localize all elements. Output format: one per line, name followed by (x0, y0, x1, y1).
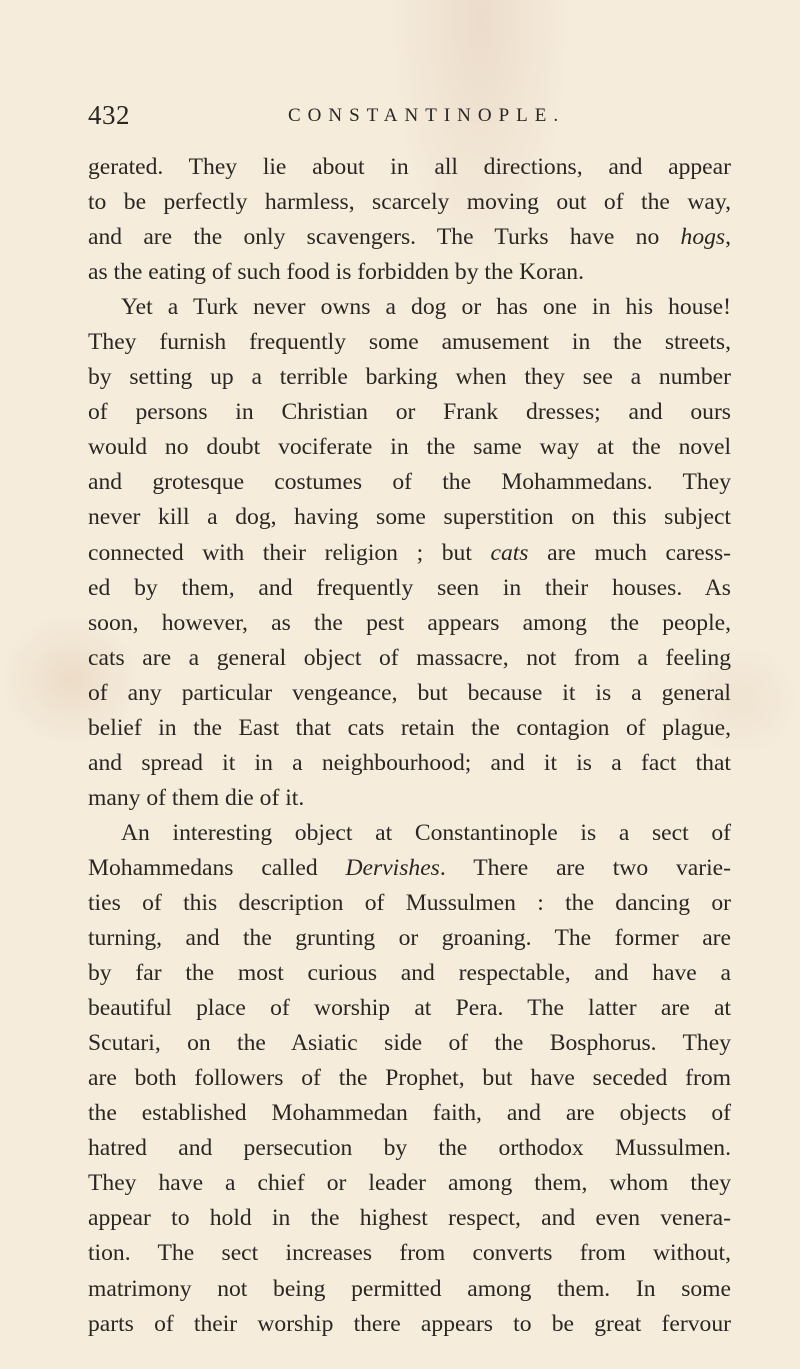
italic-word: hogs (680, 224, 726, 251)
text-segment: , (725, 224, 731, 251)
text-segment: connected with their religion ; but (88, 539, 491, 566)
italic-word: cats (490, 539, 529, 566)
text-line: the established Mohammedan faith, and are objects of (88, 1100, 731, 1127)
text-segment: Mohammedans called (88, 854, 346, 881)
text-line: Scutari, on the Asiatic side of the Bosphorus. They (88, 1030, 731, 1057)
text-line: They furnish frequently some amusement in the streets, (88, 329, 731, 356)
page-number: 432 (88, 100, 130, 130)
text-line (88, 536, 731, 571)
text-line: ties of this description of Mussulmen : the dancing or (88, 889, 731, 916)
text-line: tion. The sect increases from converts from without, (88, 1240, 731, 1267)
text-line: as the eating of such food is forbidden by the Koran. (88, 259, 584, 286)
text-line: of persons in Christian or Frank dresses; and ours (88, 399, 731, 426)
text-line: never kill a dog, having some superstition on this subject (88, 504, 731, 531)
text-line: appear to hold in the highest respect, and even venera- (88, 1205, 731, 1232)
text-line: hatred and persecution by the orthodox Mussulmen. (88, 1135, 731, 1162)
text-line: Yet a Turk never owns a dog or has one in his house! (121, 294, 731, 321)
running-head: CONSTANTINOPLE. (288, 105, 566, 126)
text-line: cats are a general object of massacre, not from a feeling (88, 644, 731, 671)
text-line: beautiful place of worship at Pera. The latter are at (88, 995, 731, 1022)
text-line: matrimony not being permitted among them. In some (88, 1275, 731, 1302)
text-line: They have a chief or leader among them, whom they (88, 1170, 731, 1197)
text-line: and spread it in a neighbourhood; and it is a fact that (88, 749, 731, 776)
text-line: would no doubt vociferate in the same way at the novel (88, 434, 731, 461)
text-line: of any particular vengeance, but because it is a general (88, 679, 731, 706)
text-line: many of them die of it. (88, 784, 305, 811)
text-line (88, 851, 731, 886)
text-line: An interesting object at Constantinople is a sect of (121, 819, 731, 846)
text-line: gerated. They lie about in all directions, and appear (88, 154, 731, 180)
text-line: to be perfectly harmless, scarcely moving out of the way, (88, 189, 731, 216)
body-text (88, 150, 731, 1342)
text-line: by far the most curious and respectable, and have a (88, 960, 731, 987)
text-line: are both followers of the Prophet, but have seceded from (88, 1065, 731, 1092)
italic-word: Dervishes (345, 854, 440, 881)
text-line (88, 220, 731, 255)
text-line: ed by them, and frequently seen in their houses. As (88, 574, 731, 601)
text-line: turning, and the grunting or groaning. The former are (88, 925, 731, 952)
page-header (88, 100, 728, 134)
text-segment: and are the only scavengers. The Turks have no (88, 224, 681, 251)
text-line: soon, however, as the pest appears among the people, (88, 609, 731, 636)
text-segment: . There are two varie- (439, 854, 731, 881)
text-line: belief in the East that cats retain the contagion of plague, (88, 714, 731, 741)
text-segment: are much caress- (528, 539, 731, 566)
text-line: and grotesque costumes of the Mohammedans. They (88, 469, 731, 496)
text-line: parts of their worship there appears to be great fervour (88, 1310, 731, 1337)
text-line: by setting up a terrible barking when they see a number (88, 364, 731, 391)
